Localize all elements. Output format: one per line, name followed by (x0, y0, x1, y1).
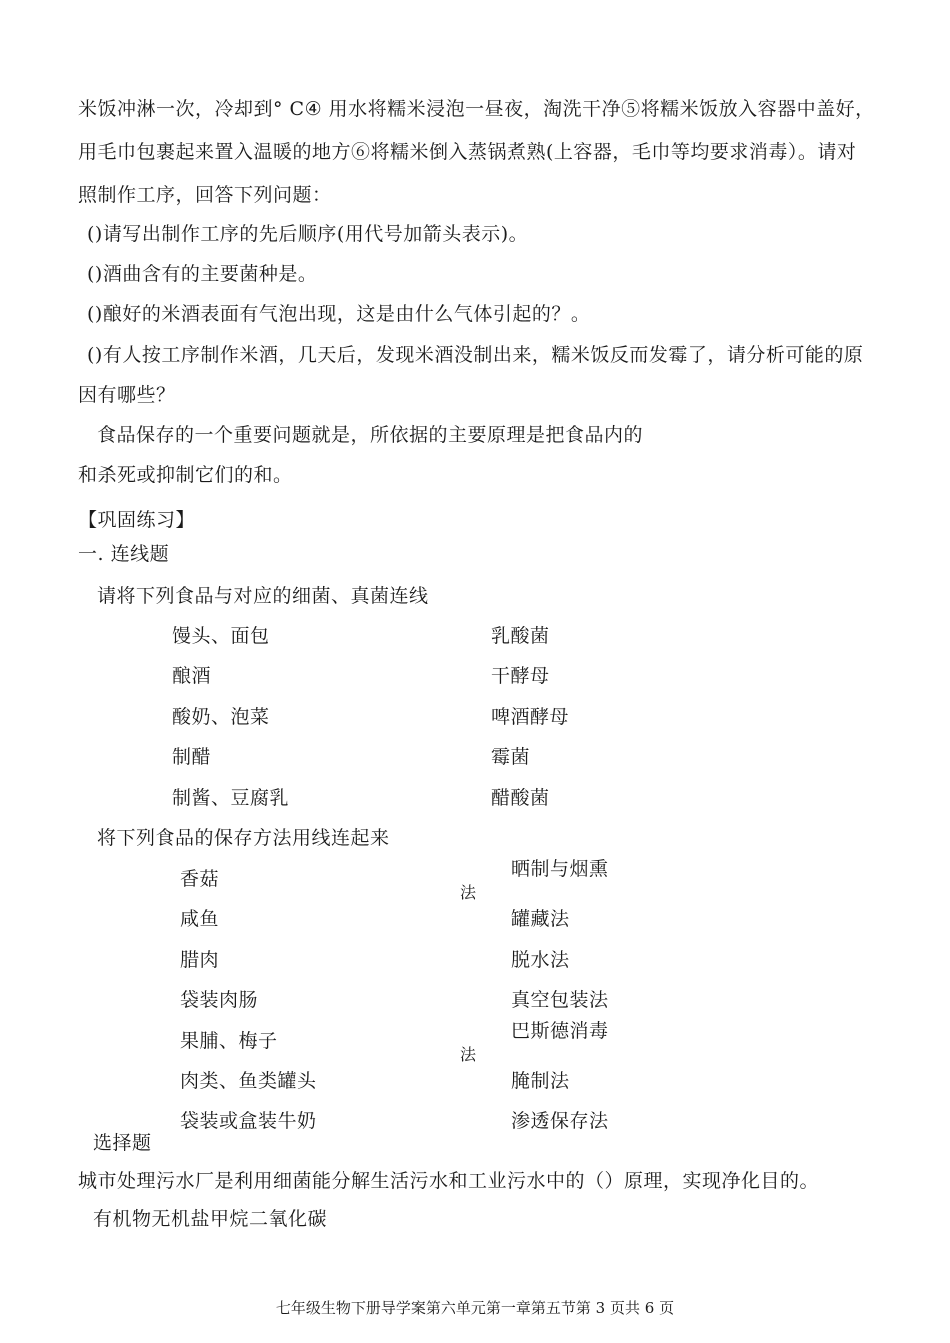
match-right-item: 乳酸菌 (491, 625, 550, 647)
question-line: ()请写出制作工序的先后顺序(用代号加箭头表示)。 (87, 223, 529, 245)
match-left-item: 肉类、鱼类罐头 (180, 1070, 317, 1092)
match-middle-item: 法 (460, 1045, 477, 1064)
match-right-item: 渗透保存法 (511, 1110, 609, 1132)
match-middle-item: 法 (460, 883, 477, 902)
answer-options: 有机物无机盐甲烷二氧化碳 (93, 1208, 328, 1230)
paragraph-line: 因有哪些？ (78, 384, 176, 406)
question-line: ()有人按工序制作米酒，几天后，发现米酒没制出来，糯米饭反而发霉了，请分析可能的原 (87, 344, 864, 366)
paragraph-line: 照制作工序，回答下列问题： (78, 184, 332, 206)
match-left-item: 馒头、面包 (172, 625, 270, 647)
match-right-item: 干酵母 (491, 665, 550, 687)
match-left-item: 制酱、豆腐乳 (172, 787, 290, 809)
section-title: 一. 连线题 (78, 543, 170, 565)
question-line: ()酒曲含有的主要菌种是。 (87, 263, 318, 285)
paragraph-line: 和杀死或抑制它们的和。 (78, 464, 293, 486)
match-right-item: 罐藏法 (511, 908, 570, 930)
match-left-item: 制醋 (172, 746, 212, 768)
match-left-item: 腊肉 (180, 949, 220, 971)
match-left-item: 袋装或盒装牛奶 (180, 1110, 317, 1132)
match-right-item: 霉菌 (491, 746, 531, 768)
match-left-item: 咸鱼 (180, 908, 220, 930)
match-prompt: 请将下列食品与对应的细菌、真菌连线 (97, 585, 429, 607)
match-right-item: 晒制与烟熏 (511, 858, 609, 880)
section-title: 选择题 (93, 1132, 152, 1154)
paragraph-line: 米饭冲淋一次，冷却到° C④ 用水将糯米浸泡一昼夜，淘洗干净⑤将糯米饭放入容器中盖好， (78, 98, 875, 120)
match-prompt: 将下列食品的保存方法用线连起来 (97, 827, 390, 849)
match-right-item: 巴斯德消毒 (511, 1020, 609, 1042)
paragraph-line: 食品保存的一个重要问题就是，所依据的主要原理是把食品内的 (97, 424, 644, 446)
match-left-item: 袋装肉肠 (180, 989, 259, 1011)
match-left-item: 香菇 (180, 868, 220, 890)
paragraph-line: 用毛巾包裹起来置入温暖的地方⑥将糯米倒入蒸锅煮熟(上容器，毛巾等均要求消毒）。请对 (78, 141, 857, 163)
page-footer: 七年级生物下册导学案第六单元第一章第五节第 3 页共 6 页 (275, 1299, 675, 1317)
match-left-item: 酸奶、泡菜 (172, 706, 270, 728)
question-text: 城市处理污水厂是利用细菌能分解生活污水和工业污水中的（）原理，实现净化目的。 (78, 1170, 820, 1192)
question-line: ()酿好的米酒表面有气泡出现，这是由什么气体引起的？。 (87, 303, 591, 325)
match-right-item: 啤酒酵母 (491, 706, 570, 728)
match-right-item: 真空包装法 (511, 989, 609, 1011)
match-right-item: 腌制法 (511, 1070, 570, 1092)
practice-heading: 【巩固练习】 (78, 509, 196, 531)
match-left-item: 果脯、梅子 (180, 1030, 278, 1052)
match-left-item: 酿酒 (172, 665, 212, 687)
match-right-item: 醋酸菌 (491, 787, 550, 809)
match-right-item: 脱水法 (511, 949, 570, 971)
